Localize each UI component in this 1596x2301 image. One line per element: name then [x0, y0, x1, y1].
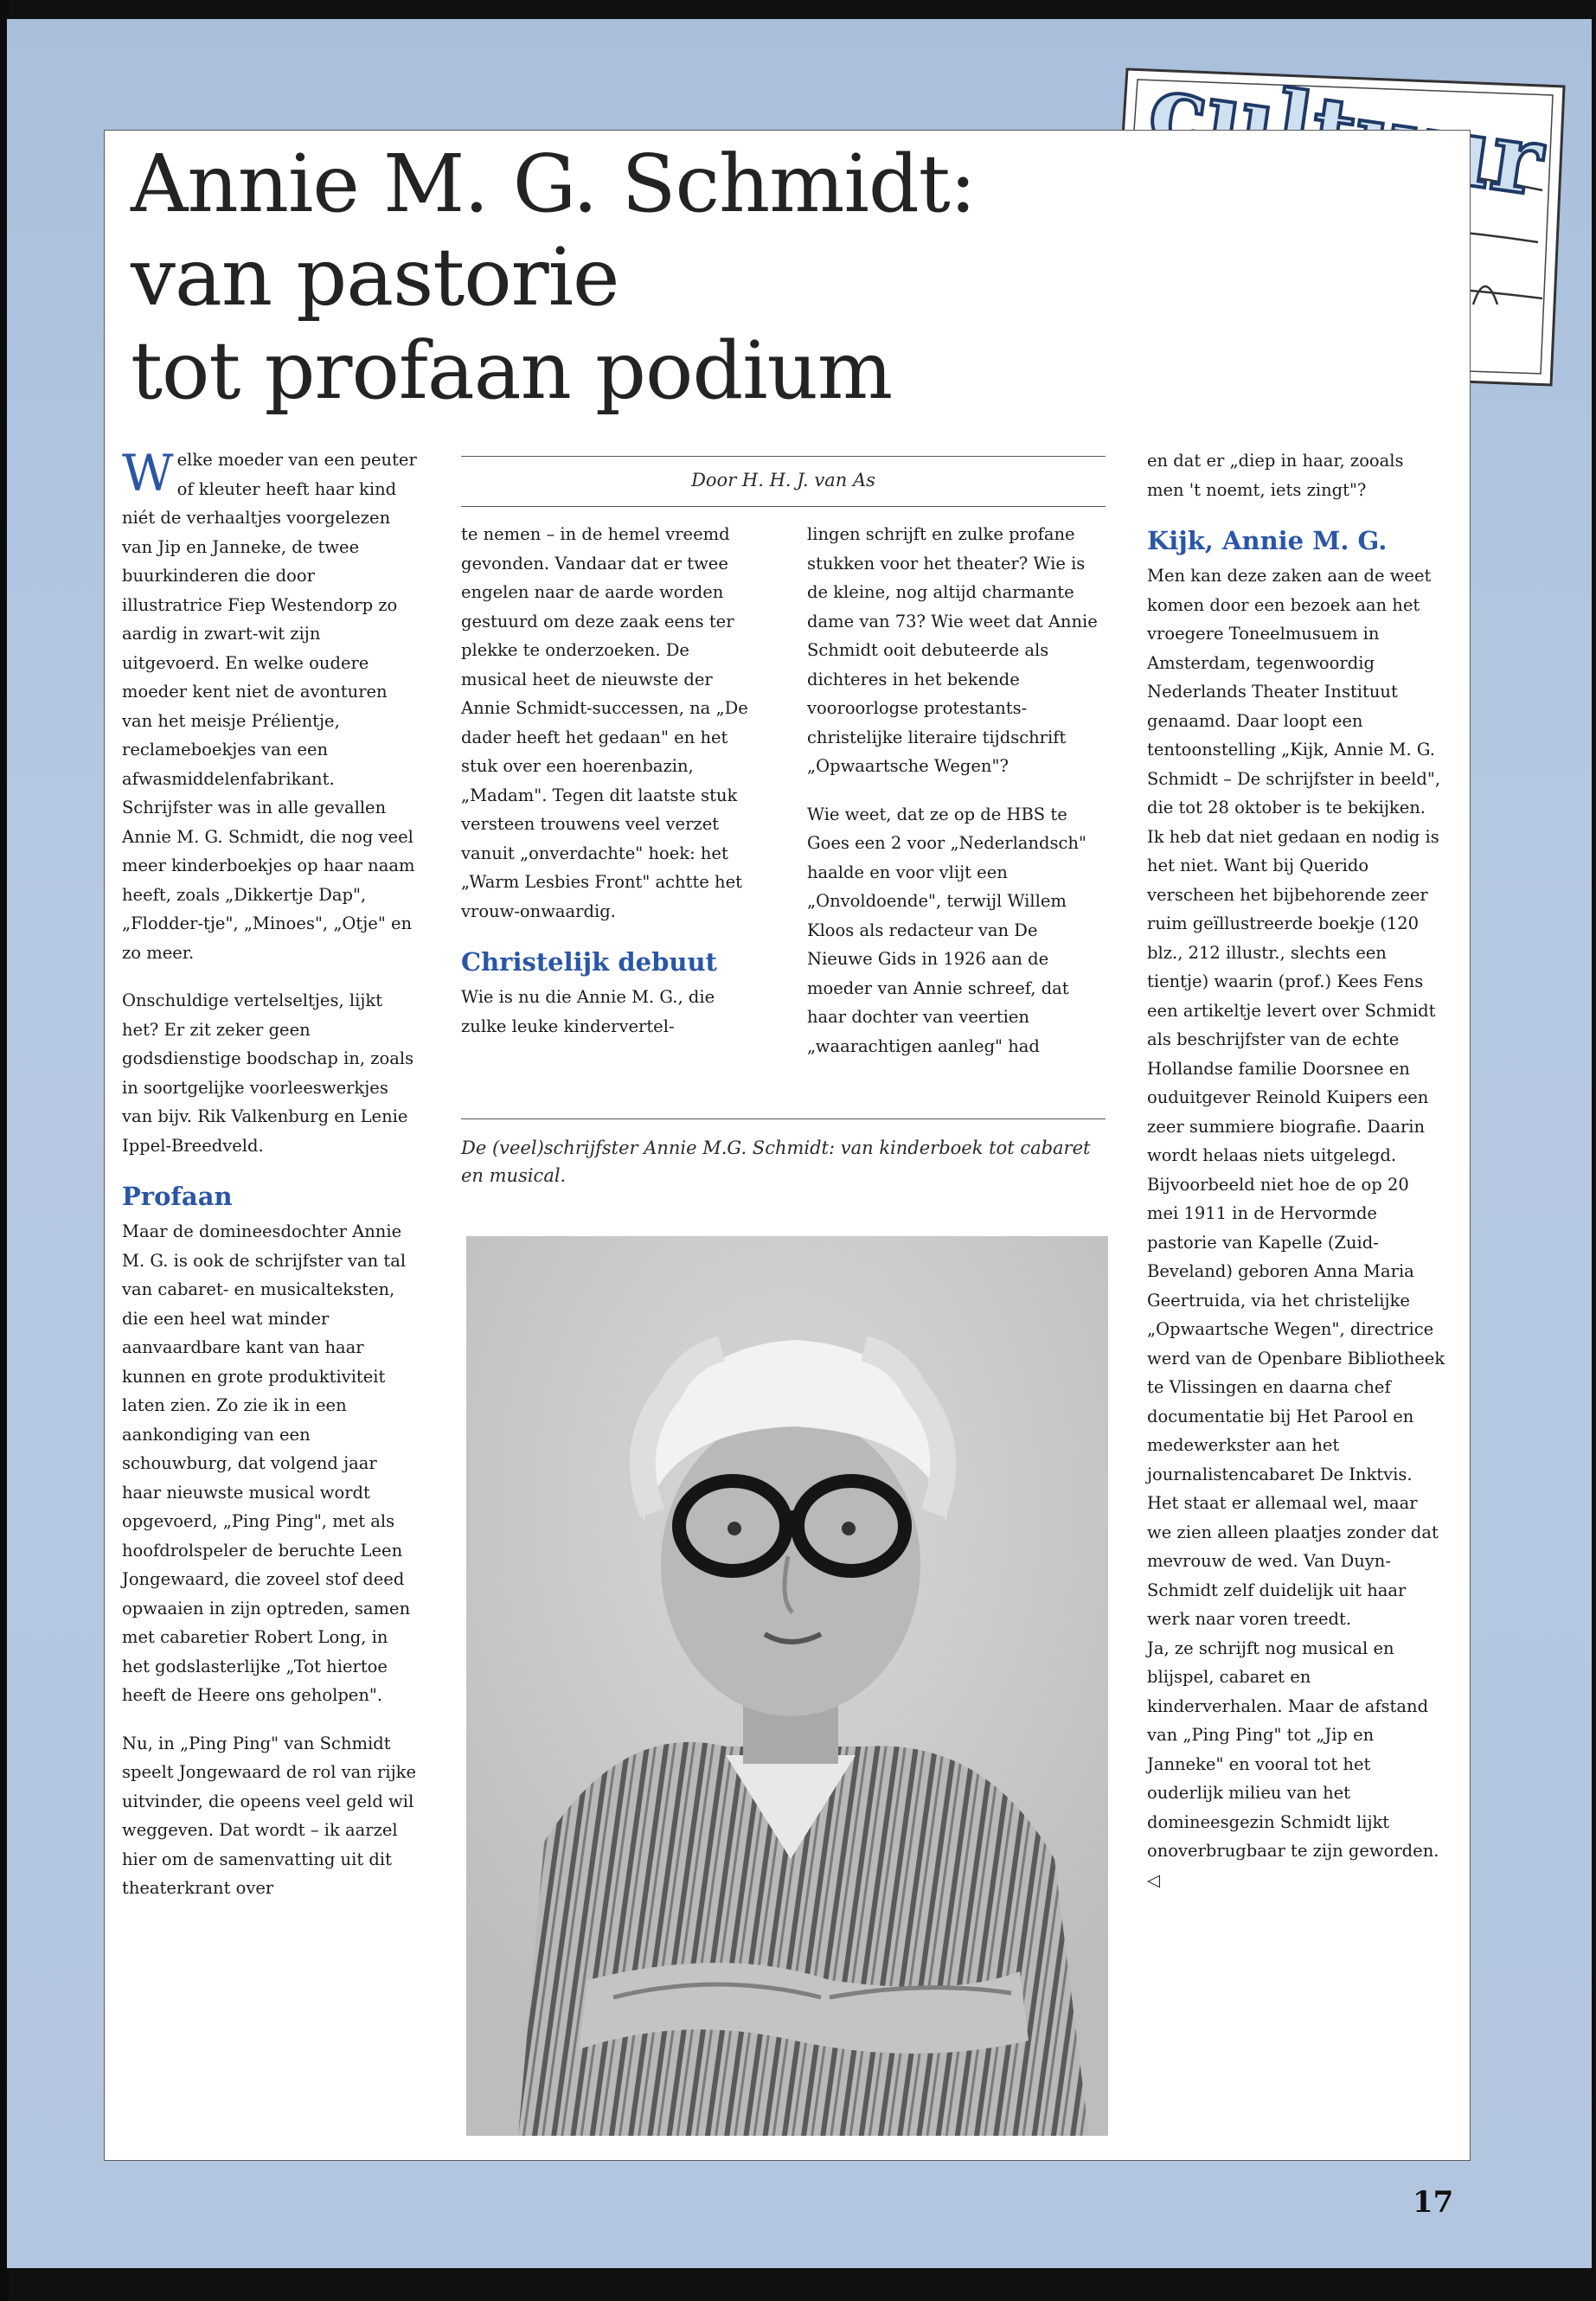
article-card [104, 130, 1471, 2161]
paragraph: te nemen – in de hemel vreemd gevonden. Vandaar dat er twee engelen naar de aarde worden gestuurd om deze zaak eens ter plekke te onderzoeken. De musical heet de nieuwste der Annie Schmidt-successen, na „De dader heeft het gedaan" en het stuk over een hoerenbazin, „Madam". Tegen dit laatste stuk versteen trouwens veel verzet vanuit „onverdachte" hoek: het „Warm Lesbies Front" achtte het vrouw-onwaardig. [461, 524, 748, 921]
headline-line-1: Annie M. G. Schmidt: [131, 138, 976, 230]
paragraph: en dat er „diep in haar, zooals men 't noemt, iets zingt"? [1147, 451, 1404, 500]
drop-cap: W [122, 444, 174, 503]
article-headline [131, 138, 976, 418]
paragraph: Ja, ze schrijft nog musical en blijspel, cabaret en kinderverhalen. Maar de afstand van „Ping Ping" tot „Jip en Janneke" en vooral tot het ouderlijk milieu van het domineesgezin Schmidt lijkt onoverbrugbaar te zijn geworden. ◁ [1147, 1638, 1439, 1890]
paragraph: Wie is nu die Annie M. G., die zulke leuke kindervertel- [461, 987, 715, 1036]
column-4 [1147, 446, 1445, 1913]
portrait-illustration [466, 1236, 1108, 2136]
caption-rule [461, 1118, 1106, 1119]
subheading-christelijk-debuut: Christelijk debuut [461, 947, 717, 977]
subheading-kijk-annie: Kijk, Annie M. G. [1147, 526, 1388, 555]
paragraph: Maar de domineesdochter Annie M. G. is ook de schrijfster van tal van cabaret- en musicalteksten, die een heel wat minder aanvaardbare kant van haar kunnen en grote produktiviteit laten zien. Zo zie ik in een aankondiging van een schouwburg, dat volgend jaar haar nieuwste musical wordt opgevoerd, „Ping Ping", met als hoofdrolspeler de beruchte Leen Jongewaard, die zoveel stof deed opwaaien in zijn optreden, samen met cabaretier Robert Long, in het godslasterlijke „Tot hiertoe heeft de Heere ons geholpen". [122, 1221, 411, 1705]
byline-rule-bottom [461, 506, 1106, 507]
byline: Door H. H. J. van As [691, 470, 875, 490]
portrait-photo [466, 1236, 1108, 2136]
paragraph: Men kan deze zaken aan de weet komen door een bezoek aan het vroegere Toneelmusuem in Amsterdam, tegenwoordig Nederlands Theater Instituut genaamd. Daar loopt een tentoonstelling „Kijk, Annie M. G. Schmidt – De schrijfster in beeld", die tot 28 oktober is te bekijken. Ik heb dat niet gedaan en nodig is het niet. Want bij Querido verscheen het bijbehorende zeer ruim geïllustreerde boekje (120 blz., 212 illustr., slechts een tientje) waarin (prof.) Kees Fens een artikeltje levert over Schmidt als beschrijfster van de echte Hollandse familie Doorsnee en ouduitgever Reinold Kuipers een zeer summiere biografie. Daarin wordt helaas niets uitgelegd. [1147, 566, 1441, 1165]
paragraph: Onschuldige vertelseltjes, lijkt het? Er zit zeker geen godsdienstige boodschap in, zoals in soortgelijke voorleeswerkjes van bijv. Rik Valkenburg en Lenie Ippel-Breedveld. [122, 990, 414, 1156]
headline-line-2: van pastorie [131, 231, 619, 324]
paragraph: Bijvoorbeeld niet hoe de op 20 mei 1911 in de Hervormde pastorie van Kapelle (Zuid-Beveland) geboren Anna Maria Geertruida, via het christelijke „Opwaartsche Wegen", directrice werd van de Openbare Bibliotheek te Vlissingen en daarna chef documentatie bij Het Parool en medewerkster aan het journalistencabaret De Inktvis. Het staat er allemaal wel, maar we zien alleen plaatjes zonder dat mevrouw de wed. Van Duyn-Schmidt zelf duidelijk uit haar werk naar voren treedt. [1147, 1174, 1445, 1629]
page-number: 17 [1413, 2185, 1454, 2220]
headline-line-3: tot profaan podium [131, 324, 893, 417]
magazine-page [7, 19, 1592, 2268]
byline-rule-top [461, 456, 1106, 457]
paragraph: Welke moeder van een peuter of kleuter heeft haar kind niét de verhaaltjes voorgelezen van Jip en Janneke, de twee buurkinderen die door illustratrice Fiep Westendorp zo aardig in zwart-wit zijn uitgevoerd. En welke oudere moeder kent niet de avonturen van het meisje Prélientje, reclameboekjes van een afwasmiddelenfabrikant. Schrijfster was in alle gevallen Annie M. G. Schmidt, die nog veel meer kinderboekjes op haar naam heeft, zoals „Dikkertje Dap", „Flodder-tje", „Minoes", „Otje" en zo meer. [122, 444, 417, 963]
subheading-profaan: Profaan [122, 1182, 233, 1211]
photo-caption: De (veel)schrijfster Annie M.G. Schmidt: van kinderboek tot cabaret en musical. [461, 1138, 1091, 1186]
paragraph: lingen schrijft en zulke profane stukken voor het theater? Wie is de kleine, nog altijd charmante dame van 73? Wie weet dat Annie Schmidt ooit debuteerde als dichteres in het bekende vooroorlogse protestants-christelijke literaire tijdschrift „Opwaartsche Wegen"? [807, 524, 1098, 776]
paragraph: Nu, in „Ping Ping" van Schmidt speelt Jongewaard de rol van rijke uitvinder, die opeens veel geld wil weggeven. Dat wordt – ik aarzel hier om de samenvatting uit dit theaterkrant over [122, 1733, 417, 1898]
column-1 [122, 445, 420, 1922]
column-2 [461, 520, 760, 1060]
paragraph: Wie weet, dat ze op de HBS te Goes een 2 voor „Nederlandsch" haalde en voor vlijt een „Onvoldoende", terwijl Willem Kloos als redacteur van De Nieuwe Gids in 1926 aan de moeder van Annie schreef, dat haar dochter van veertien „waarachtigen aanleg" had [807, 804, 1086, 1056]
column-3 [807, 520, 1106, 1080]
